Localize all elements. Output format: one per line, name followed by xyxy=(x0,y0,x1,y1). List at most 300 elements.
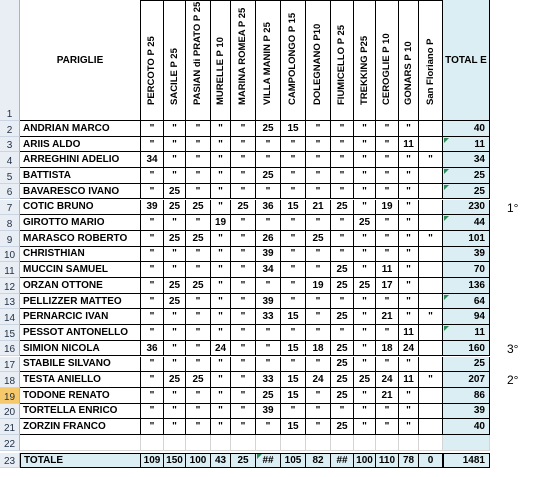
score-cell[interactable]: " xyxy=(141,247,164,263)
score-cell[interactable] xyxy=(419,121,443,137)
score-cell[interactable]: " xyxy=(354,152,376,168)
score-cell[interactable]: " xyxy=(164,309,186,325)
score-cell[interactable]: " xyxy=(354,231,376,247)
score-cell[interactable]: " xyxy=(186,247,211,263)
score-cell[interactable]: 25 xyxy=(331,388,354,404)
score-cell[interactable]: " xyxy=(141,325,164,341)
score-cell[interactable]: " xyxy=(419,231,443,247)
score-cell[interactable]: " xyxy=(399,200,419,216)
score-cell[interactable]: " xyxy=(231,372,256,388)
score-cell[interactable]: " xyxy=(186,168,211,184)
score-cell[interactable]: 25 xyxy=(164,184,186,200)
score-cell[interactable]: " xyxy=(211,184,231,200)
score-cell[interactable]: " xyxy=(354,325,376,341)
score-cell[interactable]: " xyxy=(399,215,419,231)
score-cell[interactable]: 19 xyxy=(376,200,399,216)
score-cell[interactable]: 15 xyxy=(281,309,306,325)
score-cell[interactable]: 11 xyxy=(399,325,419,341)
empty-cell[interactable] xyxy=(331,435,354,451)
score-cell[interactable] xyxy=(419,278,443,294)
score-cell[interactable]: " xyxy=(231,419,256,435)
score-cell[interactable]: " xyxy=(376,121,399,137)
score-cell[interactable]: " xyxy=(306,325,331,341)
score-cell[interactable]: " xyxy=(281,325,306,341)
score-cell[interactable]: " xyxy=(256,278,281,294)
score-cell[interactable]: " xyxy=(211,137,231,153)
score-cell[interactable]: " xyxy=(281,278,306,294)
empty-cell[interactable] xyxy=(231,435,256,451)
score-cell[interactable]: " xyxy=(306,262,331,278)
pair-name-cell[interactable]: STABILE SILVANO xyxy=(20,357,141,373)
score-cell[interactable]: " xyxy=(354,137,376,153)
total-cell[interactable]: 25 xyxy=(443,357,490,373)
score-cell[interactable]: " xyxy=(281,404,306,420)
score-cell[interactable]: " xyxy=(354,262,376,278)
column-header-5[interactable] xyxy=(231,0,256,121)
score-cell[interactable]: 25 xyxy=(354,278,376,294)
score-cell[interactable]: " xyxy=(211,294,231,310)
score-cell[interactable]: 11 xyxy=(376,262,399,278)
score-cell[interactable]: 25 xyxy=(164,278,186,294)
score-cell[interactable]: " xyxy=(256,215,281,231)
total-score-cell[interactable]: 100 xyxy=(186,453,211,469)
score-cell[interactable]: " xyxy=(331,215,354,231)
score-cell[interactable]: 21 xyxy=(376,309,399,325)
total-score-cell[interactable]: 100 xyxy=(354,453,376,469)
total-cell[interactable]: 11 xyxy=(443,137,490,153)
score-cell[interactable]: " xyxy=(211,388,231,404)
total-score-cell[interactable]: 78 xyxy=(399,453,419,469)
empty-cell[interactable] xyxy=(281,435,306,451)
score-cell[interactable]: 15 xyxy=(281,341,306,357)
score-cell[interactable]: 25 xyxy=(164,200,186,216)
score-cell[interactable]: " xyxy=(141,137,164,153)
score-cell[interactable]: " xyxy=(231,309,256,325)
column-header-7[interactable] xyxy=(281,0,306,121)
score-cell[interactable]: " xyxy=(419,309,443,325)
total-score-cell[interactable]: 82 xyxy=(306,453,331,469)
totals-label[interactable]: TOTALE xyxy=(20,453,141,469)
pair-name-cell[interactable]: PERNARCIC IVAN xyxy=(20,309,141,325)
score-cell[interactable]: " xyxy=(306,309,331,325)
score-cell[interactable]: " xyxy=(186,184,211,200)
score-cell[interactable]: " xyxy=(211,200,231,216)
score-cell[interactable]: " xyxy=(281,262,306,278)
score-cell[interactable]: " xyxy=(281,152,306,168)
score-cell[interactable]: 21 xyxy=(306,200,331,216)
column-header-11[interactable] xyxy=(376,0,399,121)
score-cell[interactable]: 25 xyxy=(354,215,376,231)
row-header-15[interactable]: 15 xyxy=(0,325,20,341)
score-cell[interactable]: " xyxy=(354,294,376,310)
score-cell[interactable]: " xyxy=(164,152,186,168)
score-cell[interactable]: " xyxy=(186,341,211,357)
score-cell[interactable]: 25 xyxy=(331,200,354,216)
column-header-8[interactable] xyxy=(306,0,331,121)
score-cell[interactable]: " xyxy=(231,137,256,153)
score-cell[interactable]: 25 xyxy=(186,278,211,294)
score-cell[interactable]: " xyxy=(256,357,281,373)
score-cell[interactable]: 25 xyxy=(164,231,186,247)
total-score-cell[interactable]: ## xyxy=(331,453,354,469)
score-cell[interactable]: " xyxy=(164,388,186,404)
score-cell[interactable]: " xyxy=(376,152,399,168)
score-cell[interactable]: 34 xyxy=(256,262,281,278)
score-cell[interactable]: 39 xyxy=(256,294,281,310)
score-cell[interactable]: 21 xyxy=(376,388,399,404)
score-cell[interactable]: " xyxy=(354,357,376,373)
score-cell[interactable]: " xyxy=(331,137,354,153)
score-cell[interactable]: " xyxy=(211,309,231,325)
score-cell[interactable]: " xyxy=(141,278,164,294)
score-cell[interactable]: " xyxy=(306,357,331,373)
score-cell[interactable]: 25 xyxy=(331,419,354,435)
pair-name-cell[interactable]: TORTELLA ENRICO xyxy=(20,404,141,420)
score-cell[interactable]: " xyxy=(281,137,306,153)
score-cell[interactable]: 18 xyxy=(376,341,399,357)
pair-name-cell[interactable]: TODONE RENATO xyxy=(20,388,141,404)
score-cell[interactable] xyxy=(419,357,443,373)
empty-cell[interactable] xyxy=(399,435,419,451)
score-cell[interactable]: 25 xyxy=(164,372,186,388)
row-header-19[interactable]: 19 xyxy=(0,388,20,404)
empty-cell[interactable] xyxy=(306,435,331,451)
column-header-13[interactable] xyxy=(419,0,443,121)
score-cell[interactable] xyxy=(419,404,443,420)
score-cell[interactable]: 15 xyxy=(281,200,306,216)
score-cell[interactable]: " xyxy=(376,404,399,420)
grand-total-cell[interactable]: 1481 xyxy=(443,453,490,469)
score-cell[interactable]: 15 xyxy=(281,419,306,435)
score-cell[interactable]: " xyxy=(306,419,331,435)
score-cell[interactable]: " xyxy=(231,231,256,247)
score-cell[interactable]: " xyxy=(141,231,164,247)
score-cell[interactable]: " xyxy=(354,341,376,357)
score-cell[interactable]: 25 xyxy=(354,372,376,388)
empty-cell[interactable] xyxy=(20,435,141,451)
total-score-cell[interactable]: 110 xyxy=(376,453,399,469)
pair-name-cell[interactable]: PESSOT ANTONELLO xyxy=(20,325,141,341)
row-header-20[interactable]: 20 xyxy=(0,404,20,420)
score-cell[interactable]: " xyxy=(164,137,186,153)
score-cell[interactable]: " xyxy=(231,341,256,357)
total-score-cell[interactable]: ## xyxy=(256,453,281,469)
score-cell[interactable]: " xyxy=(331,168,354,184)
row-header-21[interactable]: 21 xyxy=(0,419,20,435)
score-cell[interactable]: " xyxy=(331,247,354,263)
empty-cell[interactable] xyxy=(141,435,164,451)
score-cell[interactable]: " xyxy=(231,215,256,231)
score-cell[interactable]: " xyxy=(164,357,186,373)
score-cell[interactable]: " xyxy=(164,341,186,357)
score-cell[interactable]: " xyxy=(281,231,306,247)
total-cell[interactable]: 86 xyxy=(443,388,490,404)
score-cell[interactable]: " xyxy=(211,357,231,373)
column-header-1[interactable] xyxy=(141,0,164,121)
score-cell[interactable]: 39 xyxy=(256,404,281,420)
score-cell[interactable]: " xyxy=(231,184,256,200)
score-cell[interactable]: " xyxy=(331,294,354,310)
score-cell[interactable]: " xyxy=(399,231,419,247)
total-score-cell[interactable]: 0 xyxy=(419,453,443,469)
pair-name-cell[interactable]: GIROTTO MARIO xyxy=(20,215,141,231)
score-cell[interactable]: " xyxy=(306,247,331,263)
score-cell[interactable]: " xyxy=(231,121,256,137)
score-cell[interactable]: 24 xyxy=(306,372,331,388)
pair-name-cell[interactable]: BATTISTA xyxy=(20,168,141,184)
score-cell[interactable]: " xyxy=(211,419,231,435)
score-cell[interactable]: " xyxy=(354,419,376,435)
score-cell[interactable]: 39 xyxy=(256,247,281,263)
score-cell[interactable]: " xyxy=(164,168,186,184)
total-cell[interactable]: 101 xyxy=(443,231,490,247)
score-cell[interactable]: 25 xyxy=(331,372,354,388)
score-cell[interactable]: " xyxy=(186,215,211,231)
score-cell[interactable]: " xyxy=(211,168,231,184)
score-cell[interactable]: " xyxy=(281,184,306,200)
score-cell[interactable]: " xyxy=(331,184,354,200)
score-cell[interactable]: 34 xyxy=(141,152,164,168)
score-cell[interactable]: " xyxy=(164,404,186,420)
score-cell[interactable]: 19 xyxy=(306,278,331,294)
pair-name-cell[interactable]: TESTA ANIELLO xyxy=(20,372,141,388)
score-cell[interactable]: " xyxy=(141,404,164,420)
column-header-2[interactable] xyxy=(164,0,186,121)
score-cell[interactable]: " xyxy=(186,262,211,278)
pair-name-cell[interactable]: COTIC BRUNO xyxy=(20,200,141,216)
score-cell[interactable] xyxy=(419,388,443,404)
pair-name-cell[interactable]: ARREGHINI ADELIO xyxy=(20,152,141,168)
score-cell[interactable]: 36 xyxy=(256,200,281,216)
score-cell[interactable]: " xyxy=(164,419,186,435)
row-header-14[interactable]: 14 xyxy=(0,309,20,325)
score-cell[interactable]: " xyxy=(186,137,211,153)
total-cell[interactable]: 70 xyxy=(443,262,490,278)
score-cell[interactable]: " xyxy=(186,309,211,325)
score-cell[interactable]: " xyxy=(376,325,399,341)
total-score-cell[interactable]: 25 xyxy=(231,453,256,469)
total-cell[interactable]: 40 xyxy=(443,121,490,137)
column-header-9[interactable] xyxy=(331,0,354,121)
row-header-17[interactable]: 17 xyxy=(0,357,20,373)
column-header-12[interactable] xyxy=(399,0,419,121)
score-cell[interactable]: 25 xyxy=(331,309,354,325)
score-cell[interactable]: " xyxy=(211,325,231,341)
score-cell[interactable]: " xyxy=(231,388,256,404)
score-cell[interactable]: " xyxy=(354,121,376,137)
score-cell[interactable]: " xyxy=(211,372,231,388)
score-cell[interactable]: 25 xyxy=(186,372,211,388)
score-cell[interactable]: " xyxy=(399,388,419,404)
score-cell[interactable]: " xyxy=(281,168,306,184)
score-cell[interactable]: " xyxy=(376,184,399,200)
score-cell[interactable]: " xyxy=(419,372,443,388)
empty-cell[interactable] xyxy=(443,435,490,451)
score-cell[interactable]: " xyxy=(256,419,281,435)
score-cell[interactable]: 25 xyxy=(256,168,281,184)
score-cell[interactable]: " xyxy=(331,152,354,168)
score-cell[interactable]: " xyxy=(141,262,164,278)
pair-name-cell[interactable]: CHRISTHIAN xyxy=(20,247,141,263)
score-cell[interactable]: " xyxy=(399,419,419,435)
score-cell[interactable]: " xyxy=(354,309,376,325)
score-cell[interactable]: " xyxy=(399,294,419,310)
score-cell[interactable]: " xyxy=(231,262,256,278)
score-cell[interactable]: 24 xyxy=(211,341,231,357)
score-cell[interactable]: " xyxy=(186,404,211,420)
score-cell[interactable]: 19 xyxy=(211,215,231,231)
score-cell[interactable]: " xyxy=(141,294,164,310)
score-cell[interactable]: " xyxy=(231,152,256,168)
score-cell[interactable]: " xyxy=(376,137,399,153)
score-cell[interactable]: " xyxy=(256,325,281,341)
score-cell[interactable]: " xyxy=(281,357,306,373)
score-cell[interactable]: " xyxy=(186,419,211,435)
score-cell[interactable]: " xyxy=(306,184,331,200)
score-cell[interactable]: " xyxy=(376,419,399,435)
total-score-cell[interactable]: 109 xyxy=(141,453,164,469)
score-cell[interactable]: " xyxy=(164,121,186,137)
score-cell[interactable]: 25 xyxy=(186,231,211,247)
score-cell[interactable]: " xyxy=(141,309,164,325)
score-cell[interactable]: 25 xyxy=(306,231,331,247)
score-cell[interactable]: " xyxy=(256,184,281,200)
total-cell[interactable]: 25 xyxy=(443,168,490,184)
total-cell[interactable]: 39 xyxy=(443,404,490,420)
score-cell[interactable]: " xyxy=(256,137,281,153)
score-cell[interactable]: " xyxy=(141,372,164,388)
empty-cell[interactable] xyxy=(186,435,211,451)
score-cell[interactable] xyxy=(419,341,443,357)
score-cell[interactable] xyxy=(419,184,443,200)
row-header-23[interactable]: 23 xyxy=(0,453,20,469)
total-cell[interactable]: 207 xyxy=(443,372,490,388)
score-cell[interactable]: " xyxy=(331,404,354,420)
score-cell[interactable]: " xyxy=(164,325,186,341)
row-header-1[interactable]: 1 xyxy=(0,0,20,121)
score-cell[interactable]: " xyxy=(399,121,419,137)
score-cell[interactable]: 25 xyxy=(331,357,354,373)
score-cell[interactable]: " xyxy=(306,294,331,310)
score-cell[interactable]: " xyxy=(231,278,256,294)
score-cell[interactable]: " xyxy=(399,152,419,168)
pair-name-cell[interactable]: ARIIS ALDO xyxy=(20,137,141,153)
empty-cell[interactable] xyxy=(164,435,186,451)
total-cell[interactable]: 160 xyxy=(443,341,490,357)
pair-name-cell[interactable]: BAVARESCO IVANO xyxy=(20,184,141,200)
score-cell[interactable]: 24 xyxy=(376,372,399,388)
column-header-4[interactable] xyxy=(211,0,231,121)
score-cell[interactable]: " xyxy=(399,262,419,278)
score-cell[interactable]: " xyxy=(306,404,331,420)
score-cell[interactable]: " xyxy=(354,200,376,216)
score-cell[interactable]: " xyxy=(186,357,211,373)
score-cell[interactable]: " xyxy=(399,309,419,325)
total-cell[interactable]: 11 xyxy=(443,325,490,341)
score-cell[interactable]: " xyxy=(211,231,231,247)
row-header-18[interactable]: 18 xyxy=(0,372,20,388)
score-cell[interactable]: 24 xyxy=(399,341,419,357)
score-cell[interactable]: " xyxy=(211,404,231,420)
score-cell[interactable]: " xyxy=(211,262,231,278)
total-header[interactable]: TOTAL E xyxy=(443,0,490,121)
score-cell[interactable]: 25 xyxy=(331,278,354,294)
total-cell[interactable]: 39 xyxy=(443,247,490,263)
row-header-9[interactable]: 9 xyxy=(0,231,20,247)
score-cell[interactable]: 39 xyxy=(141,200,164,216)
total-cell[interactable]: 230 xyxy=(443,200,490,216)
score-cell[interactable]: " xyxy=(256,152,281,168)
score-cell[interactable]: 17 xyxy=(376,278,399,294)
score-cell[interactable]: 33 xyxy=(256,372,281,388)
empty-cell[interactable] xyxy=(256,435,281,451)
score-cell[interactable]: " xyxy=(376,294,399,310)
score-cell[interactable]: " xyxy=(211,278,231,294)
row-header-11[interactable]: 11 xyxy=(0,262,20,278)
score-cell[interactable]: " xyxy=(231,168,256,184)
total-cell[interactable]: 64 xyxy=(443,294,490,310)
total-score-cell[interactable]: 43 xyxy=(211,453,231,469)
score-cell[interactable]: " xyxy=(231,325,256,341)
score-cell[interactable]: " xyxy=(231,357,256,373)
row-header-3[interactable]: 3 xyxy=(0,137,20,153)
score-cell[interactable] xyxy=(419,215,443,231)
score-cell[interactable]: 25 xyxy=(231,200,256,216)
column-header-3[interactable] xyxy=(186,0,211,121)
score-cell[interactable]: " xyxy=(354,168,376,184)
score-cell[interactable]: " xyxy=(399,404,419,420)
score-cell[interactable]: " xyxy=(306,152,331,168)
pair-name-cell[interactable]: MUCCIN SAMUEL xyxy=(20,262,141,278)
row-header-5[interactable]: 5 xyxy=(0,168,20,184)
total-cell[interactable]: 94 xyxy=(443,309,490,325)
score-cell[interactable]: 25 xyxy=(331,341,354,357)
score-cell[interactable]: " xyxy=(376,231,399,247)
pair-name-cell[interactable]: ZORZIN FRANCO xyxy=(20,419,141,435)
row-header-22[interactable]: 22 xyxy=(0,435,20,451)
total-cell[interactable]: 44 xyxy=(443,215,490,231)
score-cell[interactable]: 15 xyxy=(281,372,306,388)
total-cell[interactable]: 34 xyxy=(443,152,490,168)
row-header-2[interactable]: 2 xyxy=(0,121,20,137)
score-cell[interactable]: " xyxy=(331,231,354,247)
score-cell[interactable]: " xyxy=(231,294,256,310)
score-cell[interactable]: " xyxy=(186,325,211,341)
score-cell[interactable] xyxy=(419,262,443,278)
score-cell[interactable]: 25 xyxy=(164,294,186,310)
score-cell[interactable]: " xyxy=(141,357,164,373)
score-cell[interactable]: " xyxy=(164,262,186,278)
score-cell[interactable]: 25 xyxy=(331,262,354,278)
total-cell[interactable]: 136 xyxy=(443,278,490,294)
score-cell[interactable] xyxy=(419,247,443,263)
score-cell[interactable]: " xyxy=(141,121,164,137)
column-header-6[interactable] xyxy=(256,0,281,121)
score-cell[interactable]: " xyxy=(186,294,211,310)
score-cell[interactable] xyxy=(419,419,443,435)
score-cell[interactable]: " xyxy=(354,388,376,404)
total-score-cell[interactable]: 105 xyxy=(281,453,306,469)
score-cell[interactable]: " xyxy=(141,388,164,404)
empty-cell[interactable] xyxy=(354,435,376,451)
score-cell[interactable]: 26 xyxy=(256,231,281,247)
score-cell[interactable]: " xyxy=(231,404,256,420)
score-cell[interactable]: " xyxy=(354,404,376,420)
total-cell[interactable]: 25 xyxy=(443,184,490,200)
score-cell[interactable]: " xyxy=(186,388,211,404)
score-cell[interactable]: " xyxy=(186,121,211,137)
score-cell[interactable] xyxy=(419,294,443,310)
